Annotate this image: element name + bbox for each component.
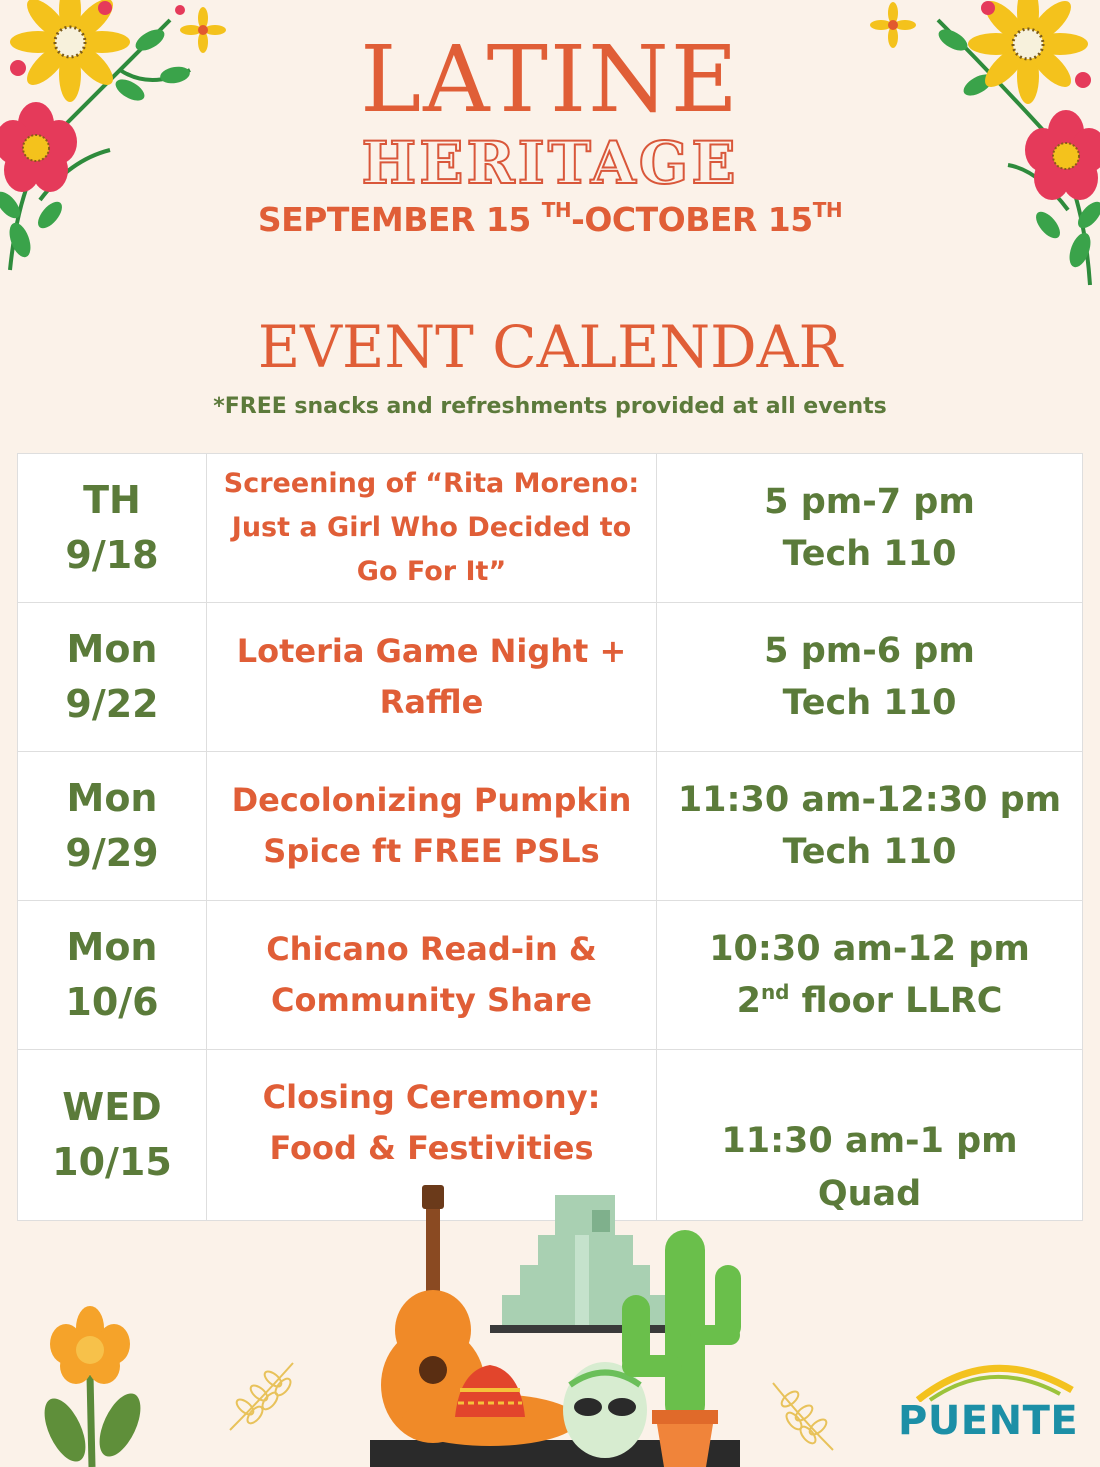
event-date: 9/22 [65, 682, 159, 726]
event-date: 9/29 [65, 831, 159, 875]
event-date: 9/18 [65, 533, 159, 577]
date-start: SEPTEMBER 15 [257, 200, 542, 239]
event-time-place-cell [657, 603, 1083, 752]
event-title-line: Go For It” [356, 555, 507, 587]
event-title-line: Decolonizing Pumpkin [231, 780, 632, 819]
event-date-cell [18, 454, 207, 603]
section-title: EVENT CALENDAR [257, 313, 843, 381]
date-range [0, 198, 1100, 239]
wheat-sprig-right-icon [768, 1375, 838, 1455]
event-time-place-cell [657, 454, 1083, 603]
event-title-line: Community Share [271, 981, 592, 1019]
event-title-line: Screening of “Rita Moreno: [223, 468, 640, 500]
event-title-line: Just a Girl Who Decided to [231, 512, 632, 544]
event-time: 5 pm-6 pm [764, 630, 975, 671]
event-title-cell [207, 901, 657, 1050]
event-title-line: Spice ft FREE PSLs [263, 832, 600, 870]
event-title-line: Loteria Game Night + [236, 631, 627, 670]
event-place: Tech 110 [782, 683, 957, 723]
event-place: Tech 110 [782, 534, 957, 574]
date-start-suffix: TH [541, 198, 572, 222]
event-title-line: Raffle [379, 683, 484, 721]
puente-logo-arc-icon [910, 1352, 1080, 1402]
title-latine: LATINE [360, 26, 740, 133]
table-row [18, 603, 1083, 752]
event-title-line: Chicano Read-in & [266, 929, 597, 968]
event-date-cell [18, 603, 207, 752]
event-title-line: Closing Ceremony: [262, 1078, 601, 1116]
event-date-cell [18, 901, 207, 1050]
date-end: -OCTOBER 15 [571, 200, 813, 239]
event-day: WED [62, 1084, 162, 1129]
event-date-cell [18, 752, 207, 901]
event-time: 11:30 am-12:30 pm [677, 779, 1062, 820]
event-day: Mon [66, 626, 158, 671]
event-place: Quad [817, 1173, 922, 1214]
event-date-cell [18, 1050, 207, 1221]
event-time-place-cell [657, 901, 1083, 1050]
title-heritage: HERITAGE [361, 129, 739, 197]
refreshments-note: *FREE snacks and refreshments provided at all events [213, 394, 887, 419]
event-day: TH [83, 477, 141, 522]
event-date: 10/15 [52, 1140, 172, 1184]
event-place: Tech 110 [782, 832, 957, 872]
event-title-cell [207, 752, 657, 901]
marigold-flower-illustration [30, 1305, 160, 1467]
event-place [663, 975, 1076, 1028]
table-row [18, 901, 1083, 1050]
event-title-line: Food & Festivities [269, 1129, 594, 1168]
table-row [18, 454, 1083, 603]
event-time: 10:30 am-12 pm [709, 928, 1030, 969]
event-date: 10/6 [65, 980, 159, 1024]
event-day: Mon [66, 924, 158, 969]
event-calendar-table [17, 453, 1083, 1221]
event-time-place-cell [657, 752, 1083, 901]
wheat-sprig-left-icon [225, 1355, 300, 1435]
event-title-cell [207, 603, 657, 752]
event-place-suffix: nd [760, 980, 790, 1004]
date-end-suffix: TH [812, 198, 843, 222]
event-time: 5 pm-7 pm [764, 481, 975, 522]
event-place-number: 2 [736, 981, 761, 1021]
table-row [18, 752, 1083, 901]
event-place-rest: floor LLRC [789, 981, 1003, 1021]
puente-logo-text: PUENTE [898, 1398, 1079, 1444]
event-title-cell [207, 454, 657, 603]
event-time: 11:30 am-1 pm [721, 1121, 1018, 1161]
event-day: Mon [66, 775, 158, 820]
festive-illustration-guitar-pyramid-cactus [360, 1185, 760, 1467]
